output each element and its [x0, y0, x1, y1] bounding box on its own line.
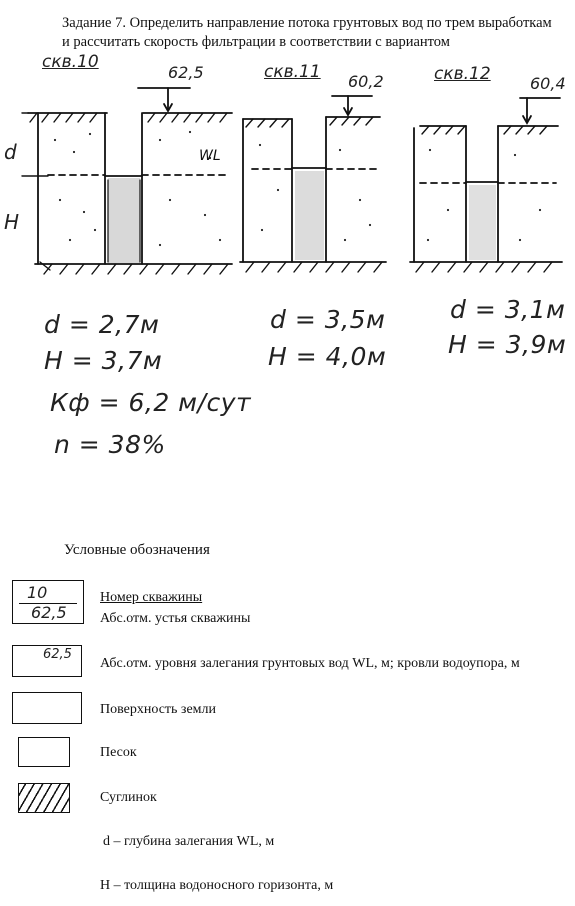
task-text: Задание 7. Определить направление потока грунтовых вод по трем выработкам и рассчитать скорость фильтрации в соответствии с вариантом	[62, 15, 552, 50]
legend-item-H-definition: H – толщина водоносного горизонта, м	[100, 878, 334, 893]
legend-level-symbol	[12, 645, 82, 677]
legend-surface-symbol	[12, 692, 82, 724]
wl-label: WL	[199, 148, 221, 164]
well-10-section	[22, 88, 232, 274]
well-10-H: H = 3,7м	[44, 346, 163, 375]
well-11-section	[240, 96, 386, 272]
legend-title: Условные обозначения	[64, 542, 210, 558]
well-11-name: скв.11	[264, 62, 321, 82]
d-side-label: d	[4, 140, 17, 164]
well-10-name: скв.10	[42, 52, 99, 72]
legend-item-loam: Суглинок	[100, 790, 157, 805]
legend-item-groundwater-level: Абс.отм. уровня залегания грунтовых вод WL, м; кровли водоупора, м	[100, 656, 520, 671]
legend-item-d-definition: d – глубина залегания WL, м	[103, 834, 275, 849]
porosity-value: n = 38%	[54, 430, 166, 459]
well-11-elevation: 60,2	[348, 72, 384, 91]
legend-box-top: 10	[27, 583, 48, 602]
well-11-d: d = 3,5м	[270, 305, 386, 334]
legend-item-sand: Песок	[100, 745, 137, 760]
well-11-H: H = 4,0м	[268, 342, 387, 371]
well-10-elevation: 62,5	[168, 63, 204, 82]
legend-sand-symbol	[18, 737, 70, 767]
legend-item-well-number: Номер скважины	[100, 590, 203, 605]
legend-well-symbol	[12, 580, 84, 624]
H-side-label: H	[4, 210, 20, 234]
well-12-section	[410, 98, 562, 272]
legend-box-bottom: 62,5	[31, 603, 67, 622]
well-10-d: d = 2,7м	[44, 310, 160, 339]
legend-item-well-mouth: Абс.отм. устья скважины	[100, 611, 251, 626]
well-12-elevation: 60,4	[530, 74, 566, 93]
well-12-H: H = 3,9м	[448, 330, 567, 359]
kf-value: Кф = 6,2 м/сут	[50, 388, 252, 417]
legend-box2-value: 62,5	[43, 647, 72, 662]
well-12-d: d = 3,1м	[450, 295, 566, 324]
well-12-name: скв.12	[434, 64, 491, 84]
legend-loam-symbol	[18, 783, 70, 813]
legend-item-ground-surface: Поверхность земли	[100, 702, 216, 717]
